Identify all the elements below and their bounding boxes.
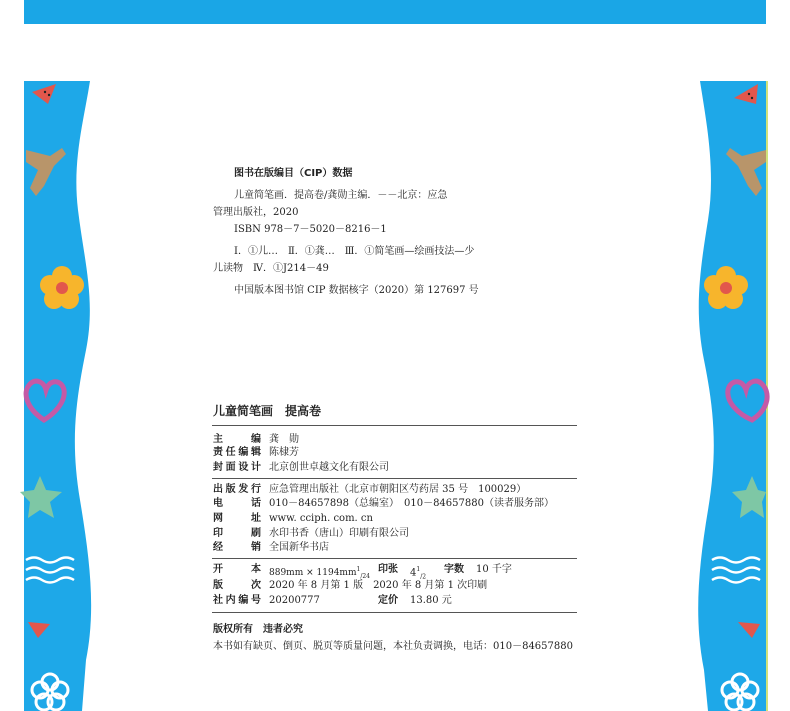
divider — [212, 612, 577, 613]
cip-line: ISBN 978－7－5020－8216－1 — [234, 224, 387, 235]
phone-label: 电 话 — [213, 498, 261, 509]
website-value: www. cciph. com. cn — [269, 513, 373, 524]
cip-line: Ⅰ．①儿… Ⅱ．①龚… Ⅲ．①简笔画—绘画技法—少 — [234, 246, 475, 257]
internal-code-value: 20200777 — [269, 595, 320, 606]
cover-design-label: 封 面 设 计 — [213, 462, 261, 473]
divider — [212, 558, 577, 559]
cip-line: 儿童简笔画．提高卷/龚勋主编．－－北京：应急 — [234, 190, 448, 201]
publisher-label: 出 版 发 行 — [213, 484, 261, 495]
sheets-value: $4^1_{/2}$ — [410, 566, 427, 581]
edition-label: 版 次 — [213, 580, 261, 591]
editor-label: 主 编 — [213, 434, 261, 445]
cip-line: 管理出版社，2020 — [213, 207, 299, 218]
responsible-editor-label: 责 任 编 辑 — [213, 447, 261, 458]
copyright-heading: 版权所有 违者必究 — [213, 624, 303, 635]
cover-design-value: 北京创世卓越文化有限公司 — [269, 462, 389, 473]
word-count-label: 字数 — [444, 564, 464, 575]
format-value: $889mm \times 1194mm^1_{/24}$ — [269, 566, 370, 580]
responsible-editor-value: 陈棣芳 — [269, 447, 299, 458]
website-label: 网 址 — [213, 513, 261, 524]
price-label: 定价 — [378, 595, 398, 606]
publisher-value: 应急管理出版社（北京市朝阳区芍药居 35 号 100029） — [269, 484, 527, 495]
word-count-value: 10 千字 — [476, 564, 512, 575]
cip-heading: 图书在版编目（CIP）数据 — [234, 168, 353, 179]
printer-value: 水印书香（唐山）印刷有限公司 — [269, 528, 409, 539]
cip-line: 中国版本图书馆 CIP 数据核字（2020）第 127697 号 — [234, 285, 479, 296]
format-label: 开 本 — [213, 564, 261, 575]
printer-label: 印 刷 — [213, 528, 261, 539]
edition-value: 2020 年 8 月第 1 版 2020 年 8 月第 1 次印刷 — [269, 580, 488, 591]
cip-line: 儿读物 Ⅳ．①J214－49 — [213, 263, 329, 274]
divider — [212, 425, 577, 426]
distributor-value: 全国新华书店 — [269, 542, 329, 553]
editor-value: 龚 勋 — [269, 434, 299, 445]
distributor-label: 经 销 — [213, 542, 261, 553]
copyright-notice: 本书如有缺页、倒页、脱页等质量问题，本社负责调换，电话：010－84657880 — [213, 641, 573, 652]
phone-value: 010－84657898（总编室） 010－84657880（读者服务部） — [269, 498, 554, 509]
price-value: 13.80 元 — [410, 595, 452, 606]
internal-code-label: 社 内 编 号 — [213, 595, 261, 606]
divider — [212, 478, 577, 479]
book-title: 儿童简笔画 提高卷 — [213, 404, 322, 418]
sheets-label: 印张 — [378, 564, 398, 575]
